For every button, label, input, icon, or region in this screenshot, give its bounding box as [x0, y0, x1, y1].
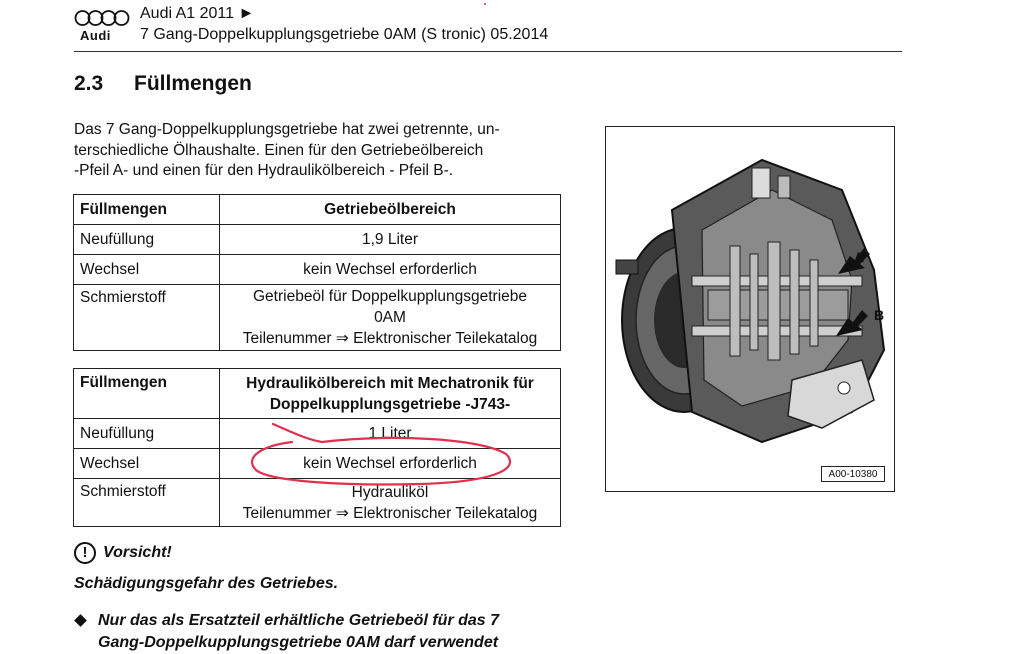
table-cell-label: Neufüllung [74, 225, 220, 255]
warning-icon: ! [74, 542, 96, 564]
table-cell-label: Wechsel [74, 255, 220, 285]
table-cell-label: Neufüllung [74, 419, 220, 449]
red-dot-mark [484, 3, 486, 5]
header-line: Hydraulikölbereich mit Mechatronik für [246, 374, 534, 392]
caution-bullet [98, 610, 499, 654]
model-breadcrumb[interactable]: Audi A1 2011 ► [140, 5, 255, 22]
table-cell-value: 1 Liter [220, 419, 561, 449]
table-header-row [74, 369, 561, 419]
caution-text: Schädigungsgefahr des Getriebes. [74, 575, 339, 592]
brand-wordmark: Audi [80, 28, 111, 43]
table-cell-label: Schmierstoff [74, 285, 220, 351]
intro-line: -Pfeil A- und einen für den Hydraulikölbereich - Pfeil B-. [74, 162, 454, 179]
arrow-label-a: A [854, 249, 865, 265]
intro-line: Das 7 Gang-Doppelkupplungsgetriebe hat zwei getrennte, un- [74, 121, 500, 138]
table-header-cell: Füllmengen [74, 195, 220, 225]
table-cell-value: kein Wechsel erforderlich [220, 449, 561, 479]
section-title: Füllmengen [134, 72, 252, 95]
table-header-row [74, 195, 561, 225]
bullet-diamond-icon [74, 614, 87, 627]
table-row [74, 225, 561, 255]
gearbox-cutaway-image [612, 150, 892, 450]
bullet-line: Gang-Doppelkupplungsgetriebe 0AM darf verwendet [98, 634, 499, 651]
cell-line: Hydrauliköl [351, 483, 429, 501]
table-cell-label: Wechsel [74, 449, 220, 479]
cell-line: 0AM [374, 309, 406, 326]
gear-oil-table [73, 194, 561, 351]
caution-title: Vorsicht! [103, 544, 172, 561]
table-cell-label: Schmierstoff [74, 479, 220, 527]
bullet-line: Nur das als Ersatzteil erhältliche Getriebeöl für das 7 [98, 612, 500, 629]
header-divider [74, 51, 902, 52]
header-line: Doppelkupplungsgetriebe -J743- [269, 395, 511, 413]
arrow-label-b: B [874, 307, 885, 323]
cell-line: Getriebeöl für Doppelkupplungsgetriebe [252, 288, 527, 305]
red-annotation-circle [240, 418, 520, 490]
section-number: 2.3 [74, 72, 104, 95]
table-header-cell: Getriebeölbereich [220, 195, 561, 225]
intro-paragraph [74, 120, 574, 182]
table-row [74, 285, 561, 351]
table-header-cell: Füllmengen [74, 369, 220, 419]
table-cell-value: 1,9 Liter [220, 225, 561, 255]
table-cell-value: kein Wechsel erforderlich [220, 255, 561, 285]
figure-id-label: A00-10380 [821, 466, 885, 482]
document-title: 7 Gang-Doppelkupplungsgetriebe 0AM (S tronic) 05.2014 [140, 26, 549, 43]
part-number-link[interactable]: Teilenummer ⇒ Elektronischer Teilekatalog [242, 330, 538, 347]
audi-rings-logo-icon [74, 9, 130, 27]
intro-line: terschiedliche Ölhaushalte. Einen für den Getriebeölbereich [74, 141, 484, 159]
table-cell-value [220, 285, 561, 351]
table-row [74, 255, 561, 285]
table-header-cell [220, 369, 561, 419]
part-number-link[interactable]: Teilenummer ⇒ Elektronischer Teilekatalog [242, 504, 538, 522]
